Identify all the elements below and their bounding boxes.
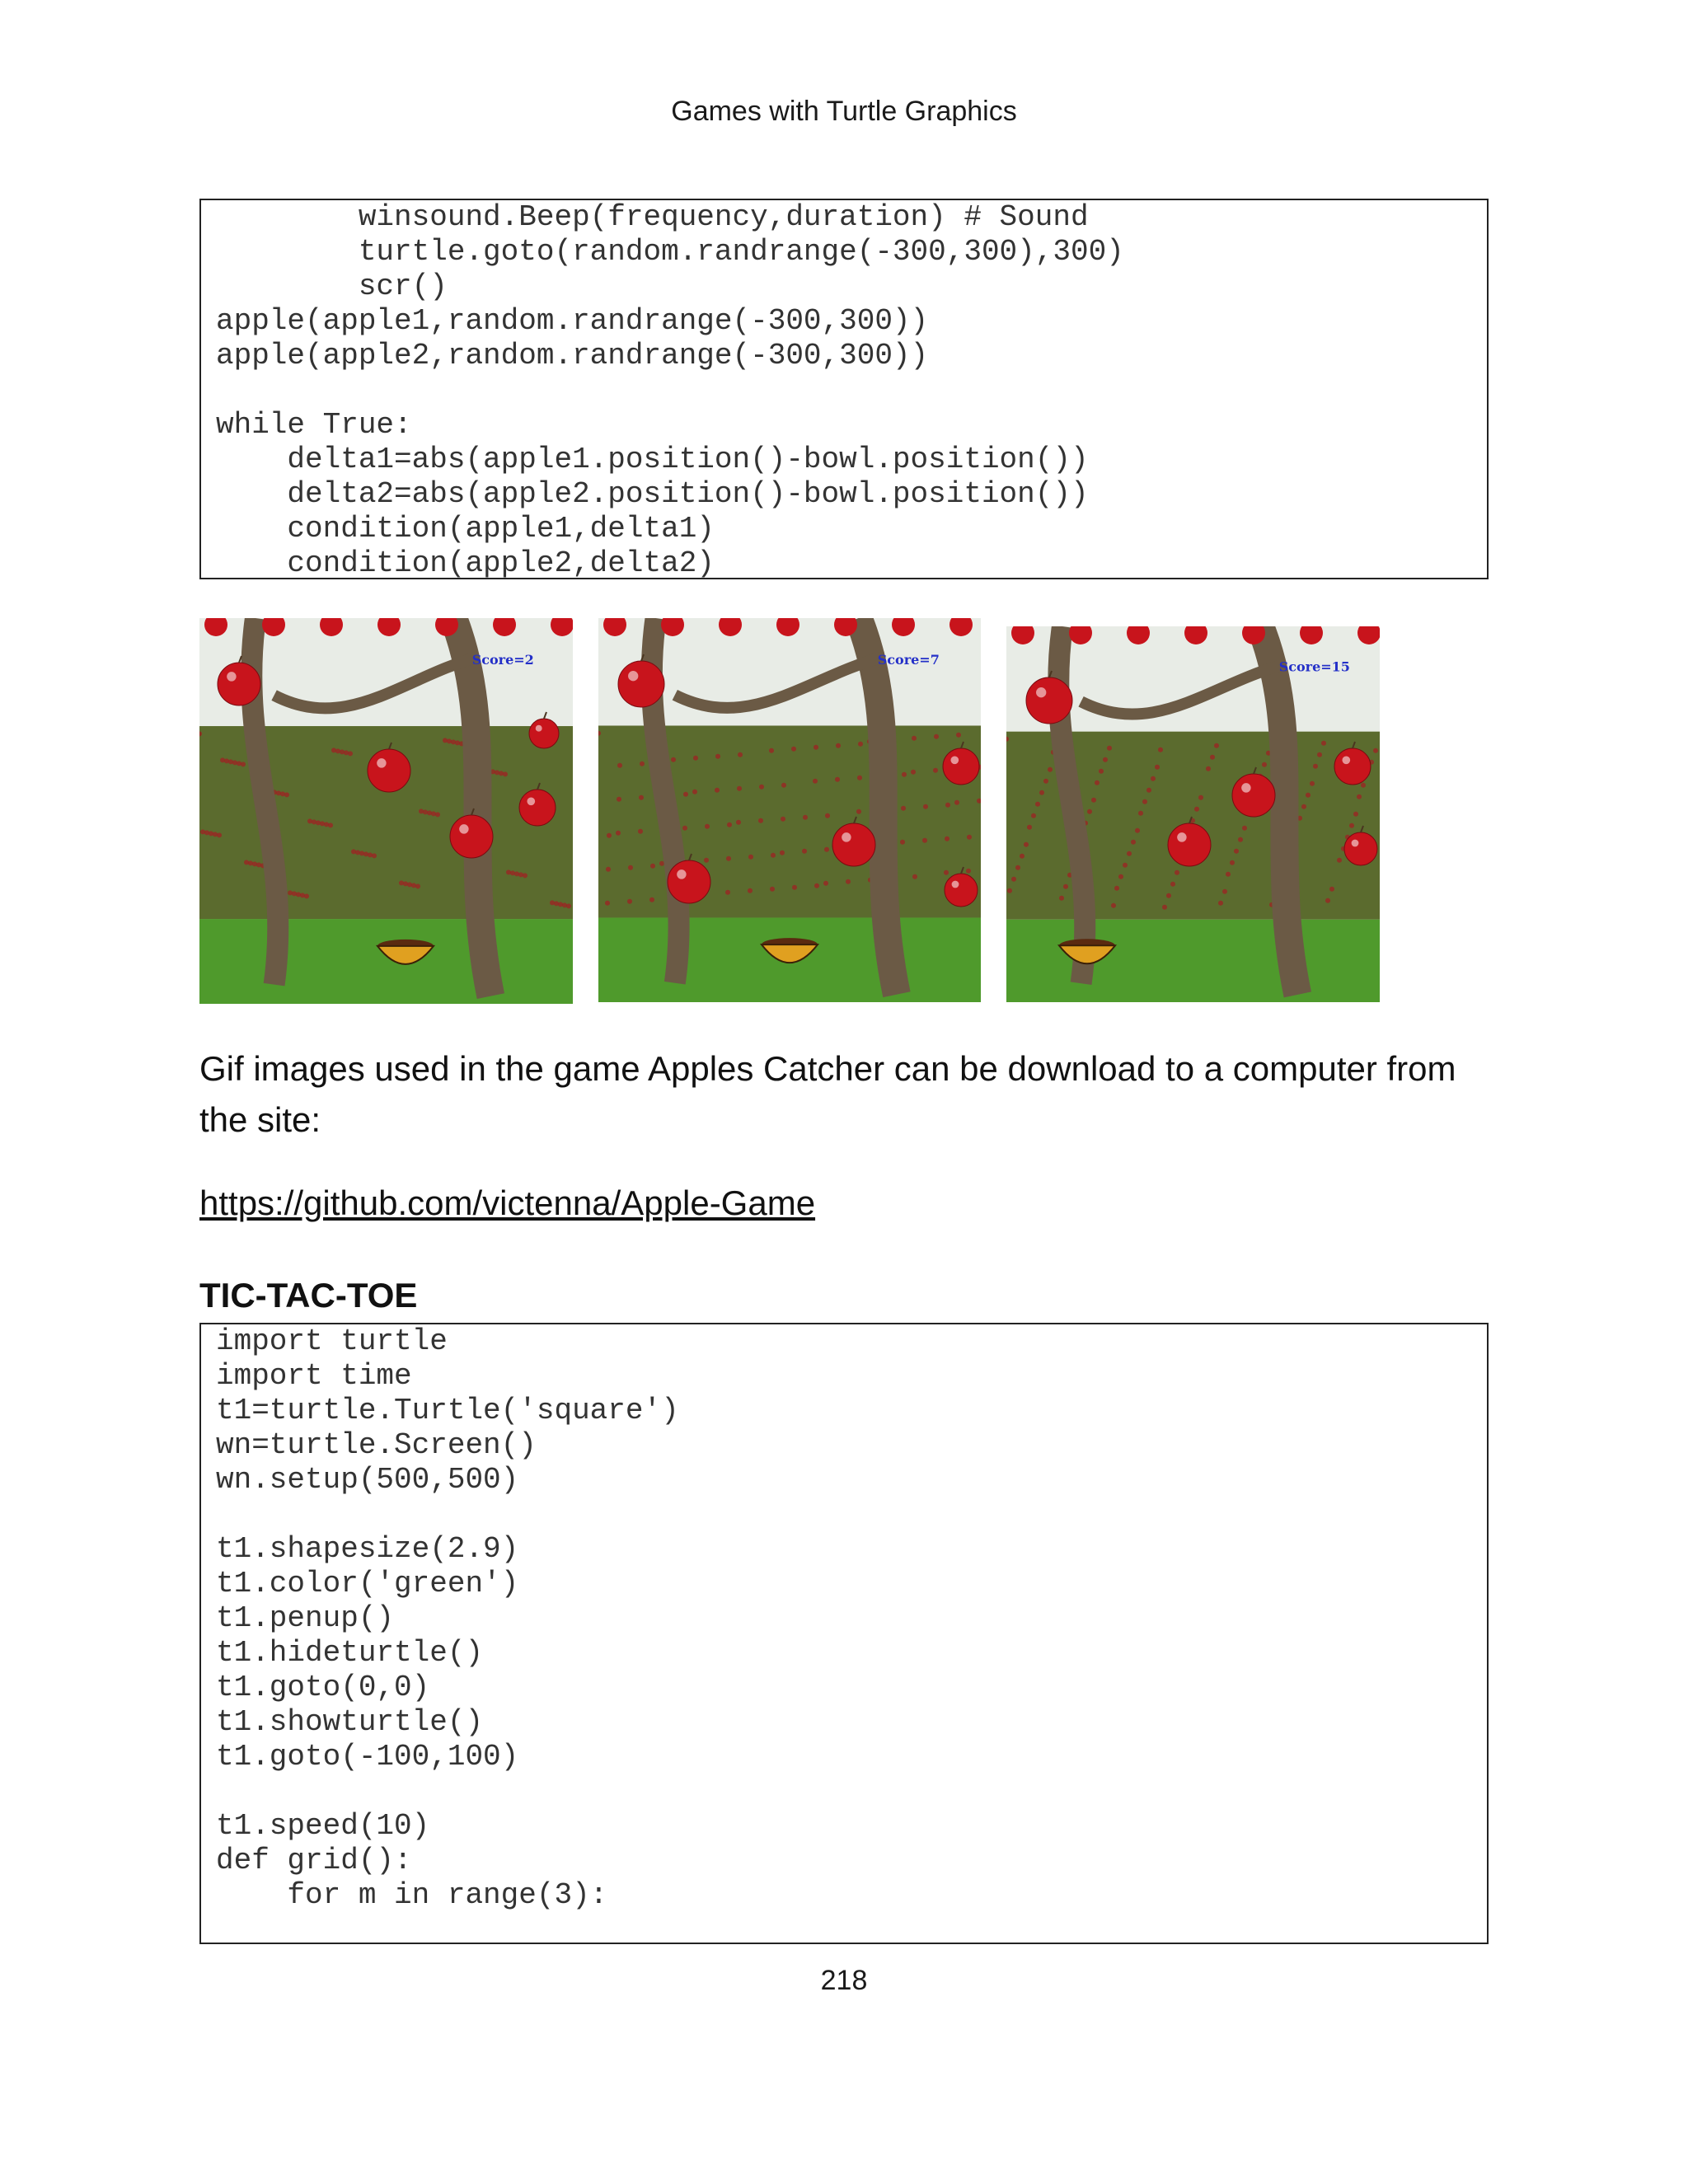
game-screenshot-3 bbox=[1006, 626, 1380, 1002]
code-line: import time bbox=[216, 1359, 412, 1393]
code-line: t1.speed(10) bbox=[216, 1809, 430, 1843]
score-label: Score=15 bbox=[1278, 658, 1350, 675]
code-line: delta2=abs(apple2.position()-bowl.position()) bbox=[216, 477, 1089, 511]
code-block-tic-tac-toe bbox=[199, 1323, 1489, 1944]
code-line: t1.color('green') bbox=[216, 1567, 519, 1601]
code-line: t1=turtle.Turtle('square') bbox=[216, 1394, 679, 1427]
code-block-apples-catcher bbox=[199, 199, 1489, 579]
running-title: Games with Turtle Graphics bbox=[671, 96, 1017, 127]
section-heading: TIC-TAC-TOE bbox=[199, 1276, 418, 1315]
code-line: t1.hideturtle() bbox=[216, 1636, 484, 1670]
gif-images-paragraph: Gif images used in the game Apples Catcher can be download to a computer from the site: bbox=[199, 1049, 1456, 1139]
apple-tree-scene-1 bbox=[199, 618, 573, 1004]
code-line: turtle.goto(random.randrange(-300,300),300) bbox=[216, 235, 1124, 269]
code-line: condition(apple1,delta1) bbox=[216, 512, 715, 546]
code-line: for m in range(3): bbox=[216, 1878, 608, 1912]
code-line bbox=[201, 373, 1487, 408]
github-link[interactable]: https://github.com/victenna/Apple-Game bbox=[199, 1183, 816, 1222]
code-line: import turtle bbox=[216, 1324, 448, 1358]
apple-tree-scene-3 bbox=[1006, 626, 1380, 1002]
code-line: t1.penup() bbox=[216, 1601, 395, 1635]
game-screenshot-1 bbox=[199, 618, 573, 1004]
code-line: def grid(): bbox=[216, 1844, 412, 1877]
code-line: delta1=abs(apple1.position()-bowl.position()) bbox=[216, 443, 1089, 476]
game-screenshot-2 bbox=[598, 618, 981, 1002]
code-line: t1.goto(-100,100) bbox=[216, 1740, 519, 1774]
code-line: t1.goto(0,0) bbox=[216, 1671, 430, 1704]
code-line: while True: bbox=[216, 408, 412, 442]
code-line: wn=turtle.Screen() bbox=[216, 1428, 537, 1462]
code-line: condition(apple2,delta2) bbox=[216, 546, 715, 580]
code-line: apple(apple1,random.randrange(-300,300)) bbox=[216, 304, 929, 338]
code-line: winsound.Beep(frequency,duration) # Sound bbox=[216, 200, 1089, 234]
score-label: Score=7 bbox=[877, 651, 940, 668]
page-number: 218 bbox=[820, 1965, 868, 1996]
code-line bbox=[201, 1497, 1487, 1532]
code-line: t1.shapesize(2.9) bbox=[216, 1532, 519, 1566]
code-line bbox=[201, 1774, 1487, 1809]
apple-tree-scene-2 bbox=[598, 618, 981, 1002]
code-line: t1.showturtle() bbox=[216, 1705, 484, 1739]
score-label: Score=2 bbox=[471, 652, 534, 668]
code-line: scr() bbox=[216, 269, 448, 303]
code-line: wn.setup(500,500) bbox=[216, 1463, 519, 1497]
code-line: apple(apple2,random.randrange(-300,300)) bbox=[216, 339, 929, 373]
